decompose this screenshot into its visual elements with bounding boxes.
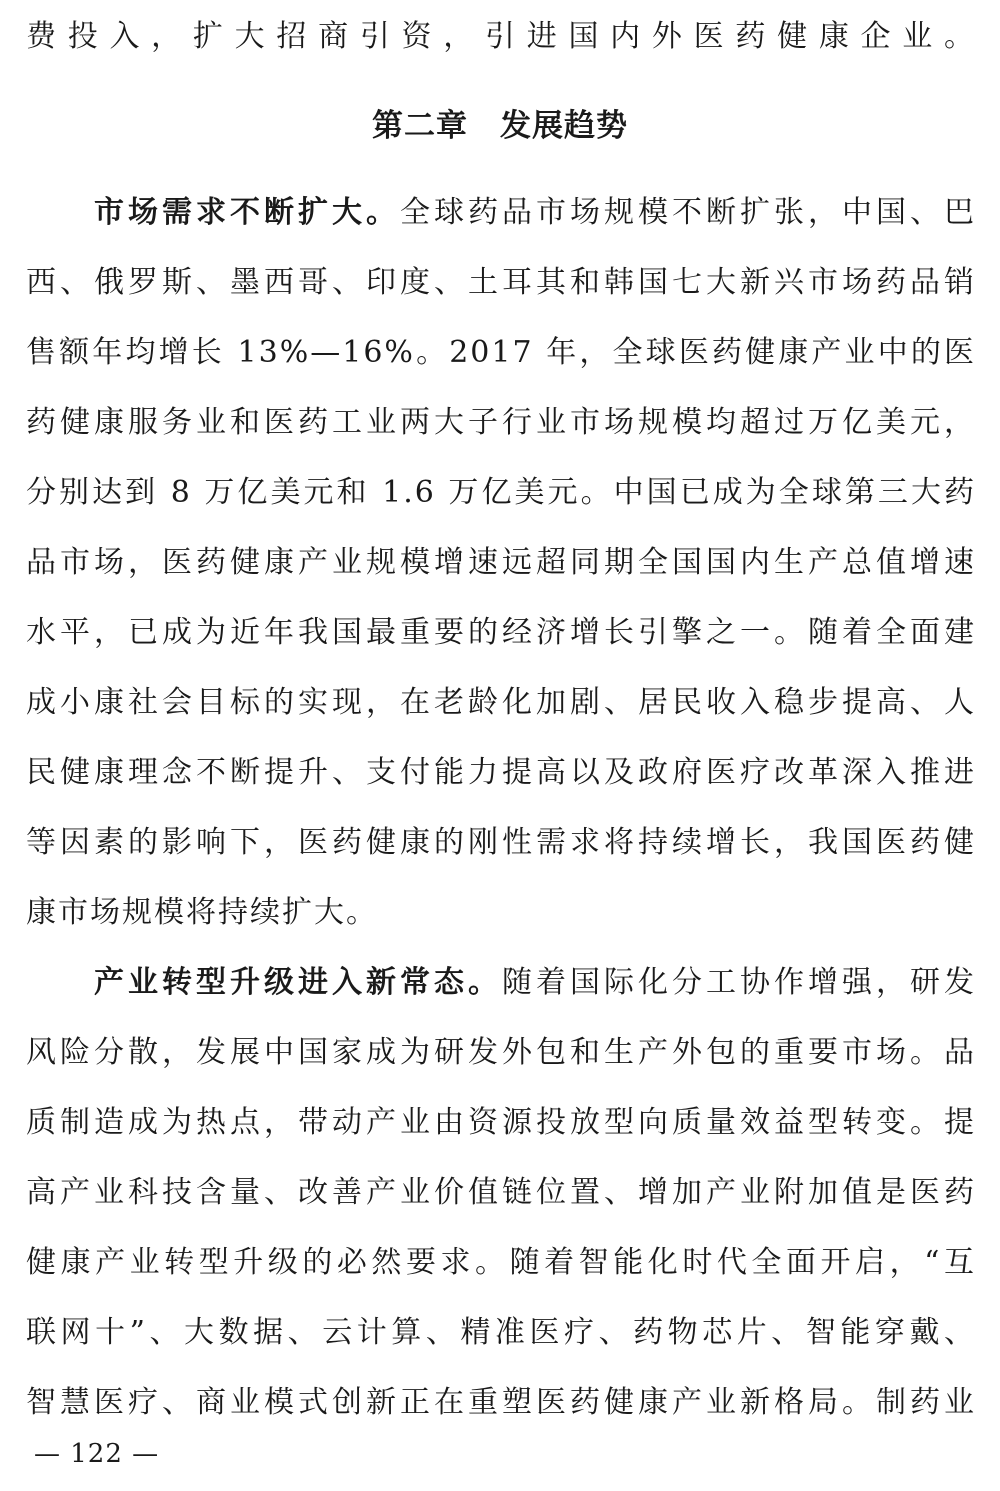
paragraph1-line: 水平，已成为近年我国最重要的经济增长引擎之一。随着全面建 (26, 615, 976, 650)
paragraph2-lead: 产业转型升级进入新常态。 (94, 965, 502, 1000)
paragraph2-line: 联网十”、大数据、云计算、精准医疗、药物芯片、智能穿戴、 (26, 1315, 976, 1350)
paragraph1-line: 售额年均增长 13%—16%。2017 年，全球医药健康产业中的医 (26, 335, 976, 370)
paragraph2-line: 智慧医疗、商业模式创新正在重塑医药健康产业新格局。制药业 (26, 1385, 976, 1420)
page-number: — 122 — (34, 1439, 160, 1469)
paragraph1-line: 等因素的影响下，医药健康的刚性需求将持续增长，我国医药健 (26, 825, 976, 860)
paragraph1-lead: 市场需求不断扩大。 (94, 195, 400, 230)
continuation-line: 费投入，扩大招商引资，引进国内外医药健康企业。 (26, 19, 976, 54)
paragraph1-last-line: 康市场规模将持续扩大。 (26, 895, 378, 930)
paragraph2-line: 质制造成为热点，带动产业由资源投放型向质量效益型转变。提 (26, 1105, 976, 1140)
paragraph1-line: 成小康社会目标的实现，在老龄化加剧、居民收入稳步提高、人 (26, 685, 976, 720)
paragraph1-first-line (26, 193, 976, 233)
paragraph1-line: 全球药品市场规模不断扩张，中国、巴 (400, 195, 976, 230)
paragraph1-line: 药健康服务业和医药工业两大子行业市场规模均超过万亿美元， (26, 405, 976, 440)
chapter-title: 第二章 发展趋势 (372, 108, 628, 144)
paragraph2-first-line (26, 963, 976, 1003)
paragraph2-line: 风险分散，发展中国家成为研发外包和生产外包的重要市场。品 (26, 1035, 976, 1070)
paragraph1-line: 分别达到 8 万亿美元和 1.6 万亿美元。中国已成为全球第三大药 (26, 475, 976, 510)
paragraph1-line: 品市场，医药健康产业规模增速远超同期全国国内生产总值增速 (26, 545, 976, 580)
paragraph1-line: 民健康理念不断提升、支付能力提高以及政府医疗改革深入推进 (26, 755, 976, 790)
paragraph2-line: 随着国际化分工协作增强，研发 (502, 965, 976, 1000)
paragraph2-line: 高产业科技含量、改善产业价值链位置、增加产业附加值是医药 (26, 1175, 976, 1210)
paragraph1-line: 西、俄罗斯、墨西哥、印度、土耳其和韩国七大新兴市场药品销 (26, 265, 976, 300)
paragraph2-line: 健康产业转型升级的必然要求。随着智能化时代全面开启，“互 (26, 1245, 976, 1280)
